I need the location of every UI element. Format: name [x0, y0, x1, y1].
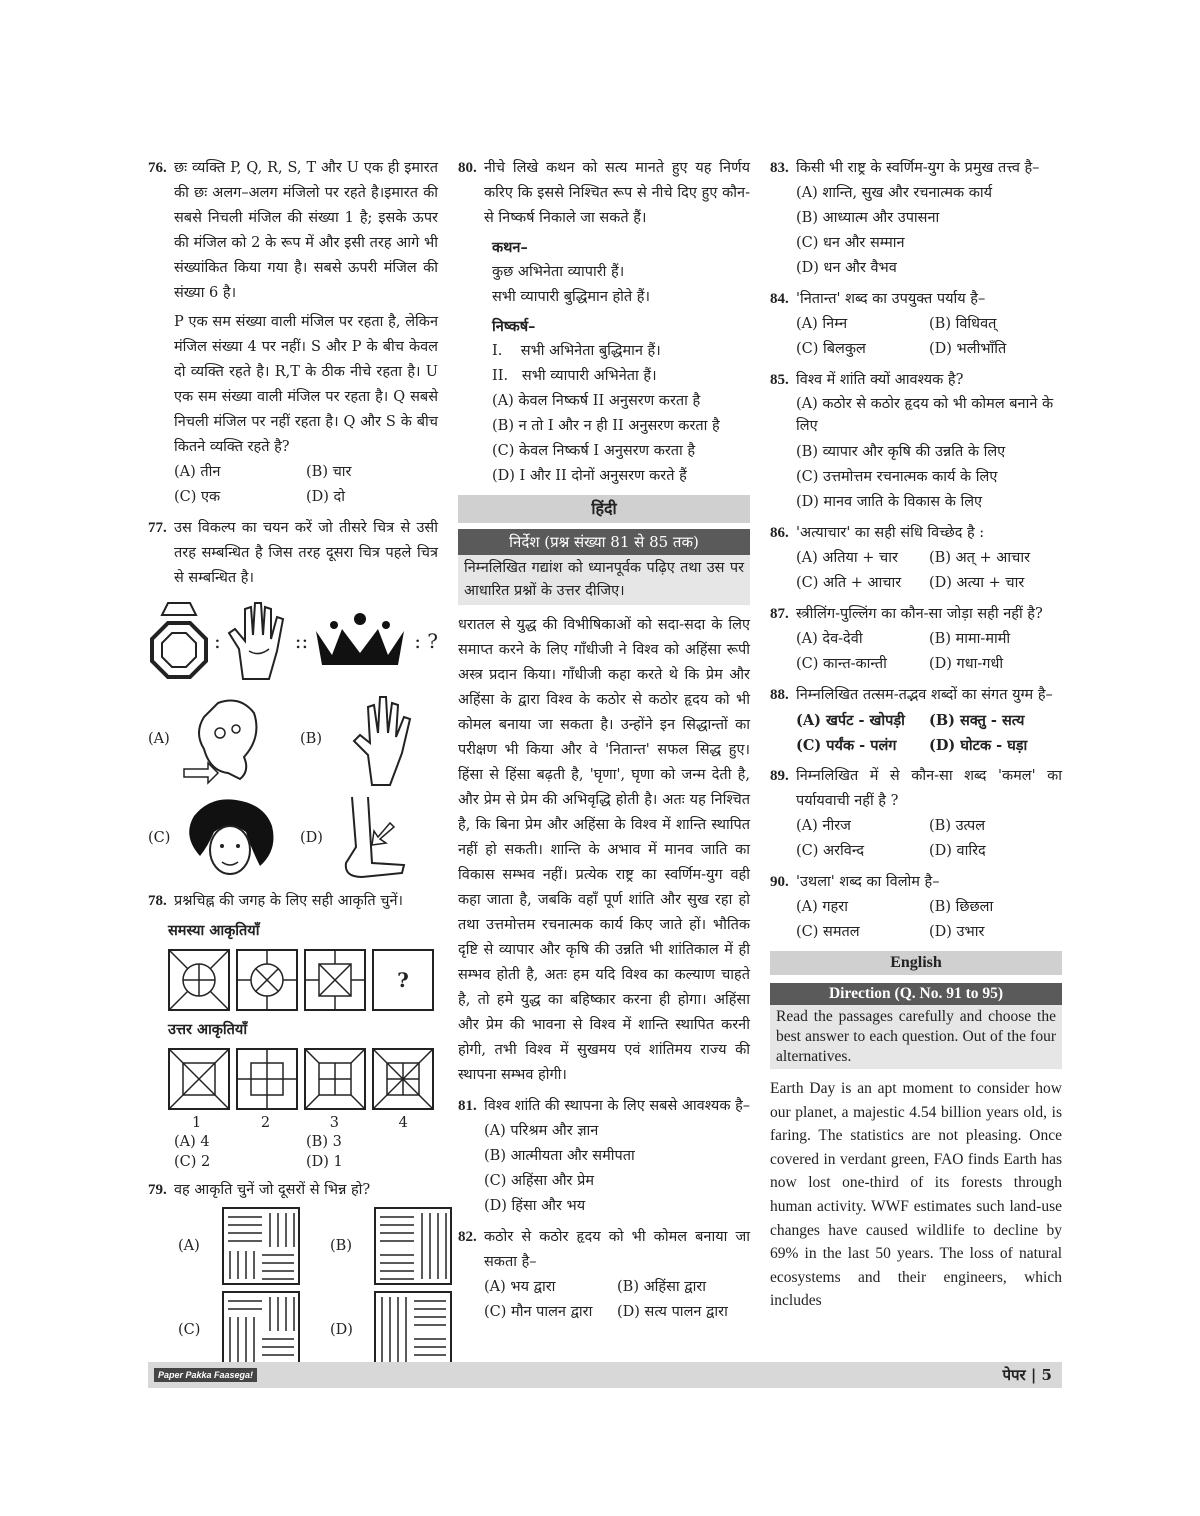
option[interactable]: (B) आत्मीयता और समीपता [484, 1148, 635, 1164]
question-87 [770, 602, 1062, 627]
arrows-figure-b[interactable] [374, 1207, 452, 1285]
options-89 [796, 814, 1062, 864]
answer-figure-1[interactable] [168, 1048, 230, 1110]
option[interactable]: (C) केवल निष्कर्ष I अनुसरण करता है [492, 443, 696, 459]
question-number: 81. [458, 1098, 477, 1114]
question-77 [148, 516, 438, 591]
question-80 [458, 156, 750, 231]
problem-figures [168, 949, 438, 1011]
hand-arm-icon [332, 689, 422, 789]
answer-figure-numbers [192, 1114, 438, 1132]
question-number: 78. [148, 893, 167, 909]
question-text: निम्नलिखित तत्सम-तद्भव शब्दों का संगत युग्म है– [796, 687, 1053, 703]
option[interactable]: (D) दो [306, 489, 346, 505]
question-81 [458, 1094, 750, 1119]
ring-icon [148, 601, 210, 681]
question-number: 86. [770, 525, 789, 541]
option[interactable]: (C) पर्यंक - पलंग [796, 737, 897, 754]
option[interactable]: (A) केवल निष्कर्ष II अनुसरण करता है [492, 393, 701, 409]
question-number: 87. [770, 606, 789, 622]
option[interactable]: (C) धन और सम्मान [796, 235, 905, 251]
option-label[interactable]: (C) [178, 1321, 201, 1338]
option[interactable]: (A) देव-देवी [796, 631, 863, 647]
option[interactable]: (B) सक्तु - सत्य [929, 712, 1025, 729]
options-90 [796, 895, 1062, 945]
direction-heading: निर्देश (प्रश्न संख्या 81 से 85 तक) [458, 529, 750, 555]
answer-figure-4[interactable] [372, 1048, 434, 1110]
analogy-figures [148, 599, 438, 683]
question-78 [148, 889, 438, 914]
option[interactable]: (C) 2 [174, 1154, 211, 1170]
option[interactable]: (D) 1 [306, 1154, 343, 1170]
hand-icon [225, 599, 291, 683]
question-text: कठोर से कठोर हृदय को भी कोमल बनाया जा सकता है– [484, 1229, 750, 1270]
section-heading-hindi: हिंदी [458, 495, 750, 523]
direction-instruction: निम्नलिखित गद्यांश को ध्यानपूर्वक पढ़िए तथा उस पर आधारित प्रश्नों के उत्तर दीजिए। [458, 555, 750, 605]
options-86 [796, 546, 1062, 596]
conclusion-label: निष्कर्ष– [492, 318, 536, 335]
figure-number: 2 [260, 1115, 271, 1131]
option[interactable]: (D) हिंसा और भय [484, 1198, 586, 1214]
figure-number: 3 [329, 1115, 339, 1131]
answer-figure-2[interactable] [236, 1048, 298, 1110]
question-text: 'नितान्त' शब्द का उपयुक्त पर्याय है– [796, 291, 986, 307]
question-text: प्रश्नचिह्न की जगह के लिए सही आकृति चुनें। [174, 893, 403, 909]
option[interactable]: (D) वारिद [929, 843, 986, 859]
separator: :: [294, 628, 309, 653]
arrows-figure-c[interactable] [222, 1291, 300, 1369]
options-81 [484, 1119, 750, 1219]
option[interactable]: (B) उत्पल [929, 818, 986, 834]
option[interactable]: (B) अहिंसा द्वारा [617, 1279, 707, 1295]
question-number: 82. [458, 1229, 477, 1245]
options-78 [174, 1132, 438, 1172]
conclusion-2: II. सभी व्यापारी अभिनेता हैं। [492, 368, 657, 384]
page-footer [148, 1362, 1062, 1388]
question-number: 79. [148, 1182, 167, 1198]
arrows-figure-a[interactable] [222, 1207, 300, 1285]
option-label[interactable]: (D) [330, 1321, 353, 1338]
option[interactable]: (A) निम्न [796, 316, 848, 332]
question-text: नीचे लिखे कथन को सत्य मानते हुए यह निर्णय करिए कि इससे निश्चित रूप से नीचे दिए हुए कौन-से निष्कर्ष निकाले जा सकते हैं। [484, 160, 750, 226]
column-2 [458, 150, 750, 1325]
option[interactable]: (B) चार [306, 464, 352, 480]
option-label[interactable]: (A) [148, 730, 170, 747]
option[interactable]: (D) गधा-गधी [929, 656, 1004, 672]
options-87 [796, 627, 1062, 677]
question-text: 'अत्याचार' का सही संधि विच्छेद है : [796, 525, 985, 541]
face-with-hair-icon [180, 796, 280, 880]
brand-logo: Paper Pakka Faasega! [154, 1368, 257, 1382]
question-text: 'उथला' शब्द का विलोम है– [796, 874, 940, 890]
question-text: विश्व में शांति क्यों आवश्यक है? [796, 372, 964, 388]
option[interactable]: (A) गहरा [796, 899, 848, 915]
question-82 [458, 1225, 750, 1275]
option[interactable]: (D) मानव जाति के विकास के लिए [796, 494, 983, 510]
option[interactable]: (B) अत् + आचार [929, 550, 1031, 566]
problem-figure-4: ? [372, 949, 434, 1011]
column-3 [770, 150, 1062, 1313]
option[interactable]: (C) अहिंसा और प्रेम [484, 1173, 595, 1189]
separator: : ? [414, 628, 439, 653]
crown-icon [312, 611, 408, 671]
problem-figure-2 [236, 949, 298, 1011]
section-heading-english: English [770, 951, 1062, 975]
options-84 [796, 312, 1062, 362]
option-label[interactable]: (D) [300, 829, 323, 846]
leg-with-arrow-icon [332, 793, 422, 883]
answer-figures [168, 1048, 438, 1110]
question-text-2: P एक सम संख्या वाली मंजिल पर रहता है, लेकिन मंजिल संख्या 4 पर नहीं। S और P के बीच केवल दो व्यक्ति रहते है। R,T के ठीक नीचे रहता है। U एक सम संख्या वाली मंजिल पर रहता है। Q सबसे निचली मंजिल पर नहीं रहता है। Q और S के बीच कितने व्यक्ति रहते है? [174, 314, 438, 455]
option[interactable]: (B) व्यापार और कृषि की उन्नति के लिए [796, 444, 1006, 460]
statement-1: कुछ अभिनेता व्यापारी हैं। [492, 264, 625, 280]
question-text: छः व्यक्ति P, Q, R, S, T और U एक ही इमारत की छः अलग–अलग मंजिलो पर रहते है।इमारत की सबसे निचली मंजिल की संख्या 1 है; इसके ऊपर की मंजिल को 2 के रूप में और इसी तरह आगे भी संख्यांकित किया गया है। सबसे ऊपरी मंजिल की संख्या 6 है। [174, 160, 438, 301]
question-84 [770, 287, 1062, 312]
options-88 [796, 708, 1062, 758]
question-text: स्त्रीलिंग-पुल्लिंग का कौन-सा जोड़ा सही नहीं है? [796, 606, 1043, 622]
question-number: 90. [770, 874, 789, 890]
option-label[interactable]: (B) [330, 1237, 352, 1254]
option[interactable]: (D) घोटक - घड़ा [929, 737, 1028, 754]
options-85 [796, 393, 1062, 515]
option[interactable]: (C) उत्तमोत्तम रचनात्मक कार्य के लिए [796, 469, 998, 485]
hindi-passage: धरातल से युद्ध की विभीषिकाओं को सदा-सदा के लिए समाप्त करने के लिए गाँधीजी ने विश्व को अहिंसा रूपी अस्त्र प्रदान किया। गाँधीजी कहा करते थे कि प्रेम और अहिंसा के द्वारा विश्व के कठोर से कठोर हृदय को भी कोमल बनाया जा सकता है। उन्होंने इन सिद्धान्तों का परीक्षण भी किया और वे 'नितान्त' सफल सिद्ध हुए। हिंसा से हिंसा बढ़ती है, 'घृणा', घृणा को जन्म देती है, और प्रेम से प्रेम की अभिवृद्धि होती है। अतः यह निश्चित है, कि बिना प्रेम और अहिंसा के विश्व में शान्ति स्थापित नहीं हो सकती। शान्ति के अभाव में मानव जाति का विकास सम्भव नहीं। प्रत्येक राष्ट्र का स्वर्णिम-युग वही कहा जाता है, जबकि वहाँ पूर्ण शांति और सुख रहा हो तथा उत्तमोत्तम रचनात्मक कार्य किए जाते हों। भौतिक दृष्टि से व्यापार और कृषि की उन्नति भी शांतिकाल में ही सम्भव होती है, अतः हम यदि विश्व का कल्याण चाहते है, तो हमे युद्ध का बहिष्कार करना ही होगा। अहिंसा और प्रेम की भावना से विश्व में शान्ति स्थापित करनी होगी, तभी विश्व में सुखमय एवं शांतिमय राज्य की स्थापना सम्भव होगी। [458, 617, 750, 1083]
statement-2: सभी व्यापारी बुद्धिमान होते हैं। [492, 289, 650, 305]
option[interactable]: (D) उभार [929, 924, 985, 940]
column-1 [148, 150, 438, 1369]
option-label[interactable]: (A) [178, 1237, 200, 1254]
page-number: पेपर | 5 [1002, 1366, 1052, 1384]
option[interactable]: (C) एक [174, 489, 221, 505]
arrows-figure-d[interactable] [374, 1291, 452, 1369]
question-85 [770, 368, 1062, 393]
option[interactable]: (A) शान्ति, सुख और रचनात्मक कार्य [796, 185, 993, 201]
figure-number: 1 [192, 1115, 202, 1131]
option[interactable]: (C) मौन पालन द्वारा [484, 1304, 593, 1320]
question-text: किसी भी राष्ट्र के स्वर्णिम-युग के प्रमुख तत्त्व है– [796, 160, 1040, 176]
question-number: 83. [770, 160, 789, 176]
question-79 [148, 1178, 438, 1203]
option[interactable]: (C) बिलकुल [796, 341, 866, 357]
question-number: 89. [770, 768, 789, 784]
problem-figures-label: समस्या आकृतियाँ [168, 922, 260, 939]
question-number: 76. [148, 160, 167, 176]
option-label[interactable]: (B) [300, 730, 322, 747]
option[interactable]: (D) I और II दोनों अनुसरण करते हैं [492, 468, 687, 484]
question-text: वह आकृति चुनें जो दूसरों से भिन्न हो? [174, 1182, 371, 1198]
option[interactable]: (A) तीन [174, 464, 221, 480]
option[interactable]: (B) छिछला [929, 899, 994, 915]
option[interactable]: (D) अत्या + चार [929, 575, 1025, 591]
option[interactable]: (C) अति + आचार [796, 575, 902, 591]
option[interactable]: (A) कठोर से कठोर हृदय को भी कोमल बनाने के लिए [796, 396, 1054, 434]
question-text: विश्व शांति की स्थापना के लिए सबसे आवश्यक है– [484, 1098, 751, 1114]
question-number: 80. [458, 160, 477, 176]
option[interactable]: (D) भलीभाँति [929, 341, 1007, 357]
head-with-arrow-icon [180, 693, 280, 785]
option[interactable]: (A) भय द्वारा [484, 1279, 556, 1295]
question-text: निम्नलिखित में से कौन-सा शब्द 'कमल' का पर्यायवाची नहीं है ? [796, 768, 1062, 809]
problem-figure-1 [168, 949, 230, 1011]
option[interactable]: (A) अतिया + चार [796, 550, 898, 566]
option[interactable]: (B) मामा-मामी [929, 631, 1011, 647]
direction-heading: Direction (Q. No. 91 to 95) [770, 983, 1062, 1005]
option[interactable]: (B) विधिवत् [929, 316, 997, 332]
separator: : [213, 628, 221, 653]
option[interactable]: (C) कान्त-कान्ती [796, 656, 887, 672]
options-83 [796, 181, 1062, 281]
options-76 [174, 460, 438, 510]
odd-one-figures [178, 1207, 438, 1369]
option[interactable]: (D) सत्य पालन द्वारा [617, 1304, 728, 1320]
question-number: 88. [770, 687, 789, 703]
analogy-options-row-2 [148, 793, 438, 883]
option[interactable]: (C) अरविन्द [796, 843, 865, 859]
option-label[interactable]: (C) [148, 829, 171, 846]
option[interactable]: (D) धन और वैभव [796, 260, 897, 276]
question-90 [770, 870, 1062, 895]
question-number: 85. [770, 372, 789, 388]
analogy-options-row-1 [148, 689, 438, 789]
question-86 [770, 521, 1062, 546]
option[interactable]: (B) 3 [306, 1134, 342, 1150]
option[interactable]: (A) 4 [174, 1134, 210, 1150]
option[interactable]: (B) न तो I और न ही II अनुसरण करता है [492, 418, 720, 434]
options-82 [484, 1275, 750, 1325]
option[interactable]: (C) समतल [796, 924, 860, 940]
option[interactable]: (A) नीरज [796, 818, 851, 834]
answer-figure-3[interactable] [304, 1048, 366, 1110]
question-76 [148, 156, 438, 460]
option[interactable]: (A) परिश्रम और ज्ञान [484, 1123, 599, 1139]
conclusion-1: I. सभी अभिनेता बुद्धिमान हैं। [492, 343, 661, 359]
direction-instruction: Read the passages carefully and choose the best answer to each question. Out of the four alternatives. [770, 1005, 1062, 1069]
question-text: उस विकल्प का चयन करें जो तीसरे चित्र से उसी तरह सम्बन्धित है जिस तरह दूसरा चित्र पहले चित्र से सम्बन्धित है। [174, 520, 438, 586]
question-89 [770, 764, 1062, 814]
option[interactable]: (A) खर्पट - खोपड़ी [796, 712, 905, 729]
question-number: 77. [148, 520, 167, 536]
statement-label: कथन– [492, 239, 528, 256]
question-83 [770, 156, 1062, 181]
answer-figures-label: उत्तर आकृतियाँ [168, 1021, 248, 1038]
question-88 [770, 683, 1062, 708]
problem-figure-3 [304, 949, 366, 1011]
question-number: 84. [770, 291, 789, 307]
english-passage: Earth Day is an apt moment to consider how our planet, a majestic 4.54 billion years old, is faring. The statistics are not pleasing. Once covered in verdant green, FAO finds Earth has now lost one-third of its forests through human activity. WWF estimates such land-use changes have caused wildlife to decline by 69% in the last 50 years. The loss of natural ecosystems and their engineers, which includes [770, 1080, 1062, 1310]
figure-number: 4 [398, 1115, 408, 1131]
option[interactable]: (B) आध्यात्म और उपासना [796, 210, 940, 226]
